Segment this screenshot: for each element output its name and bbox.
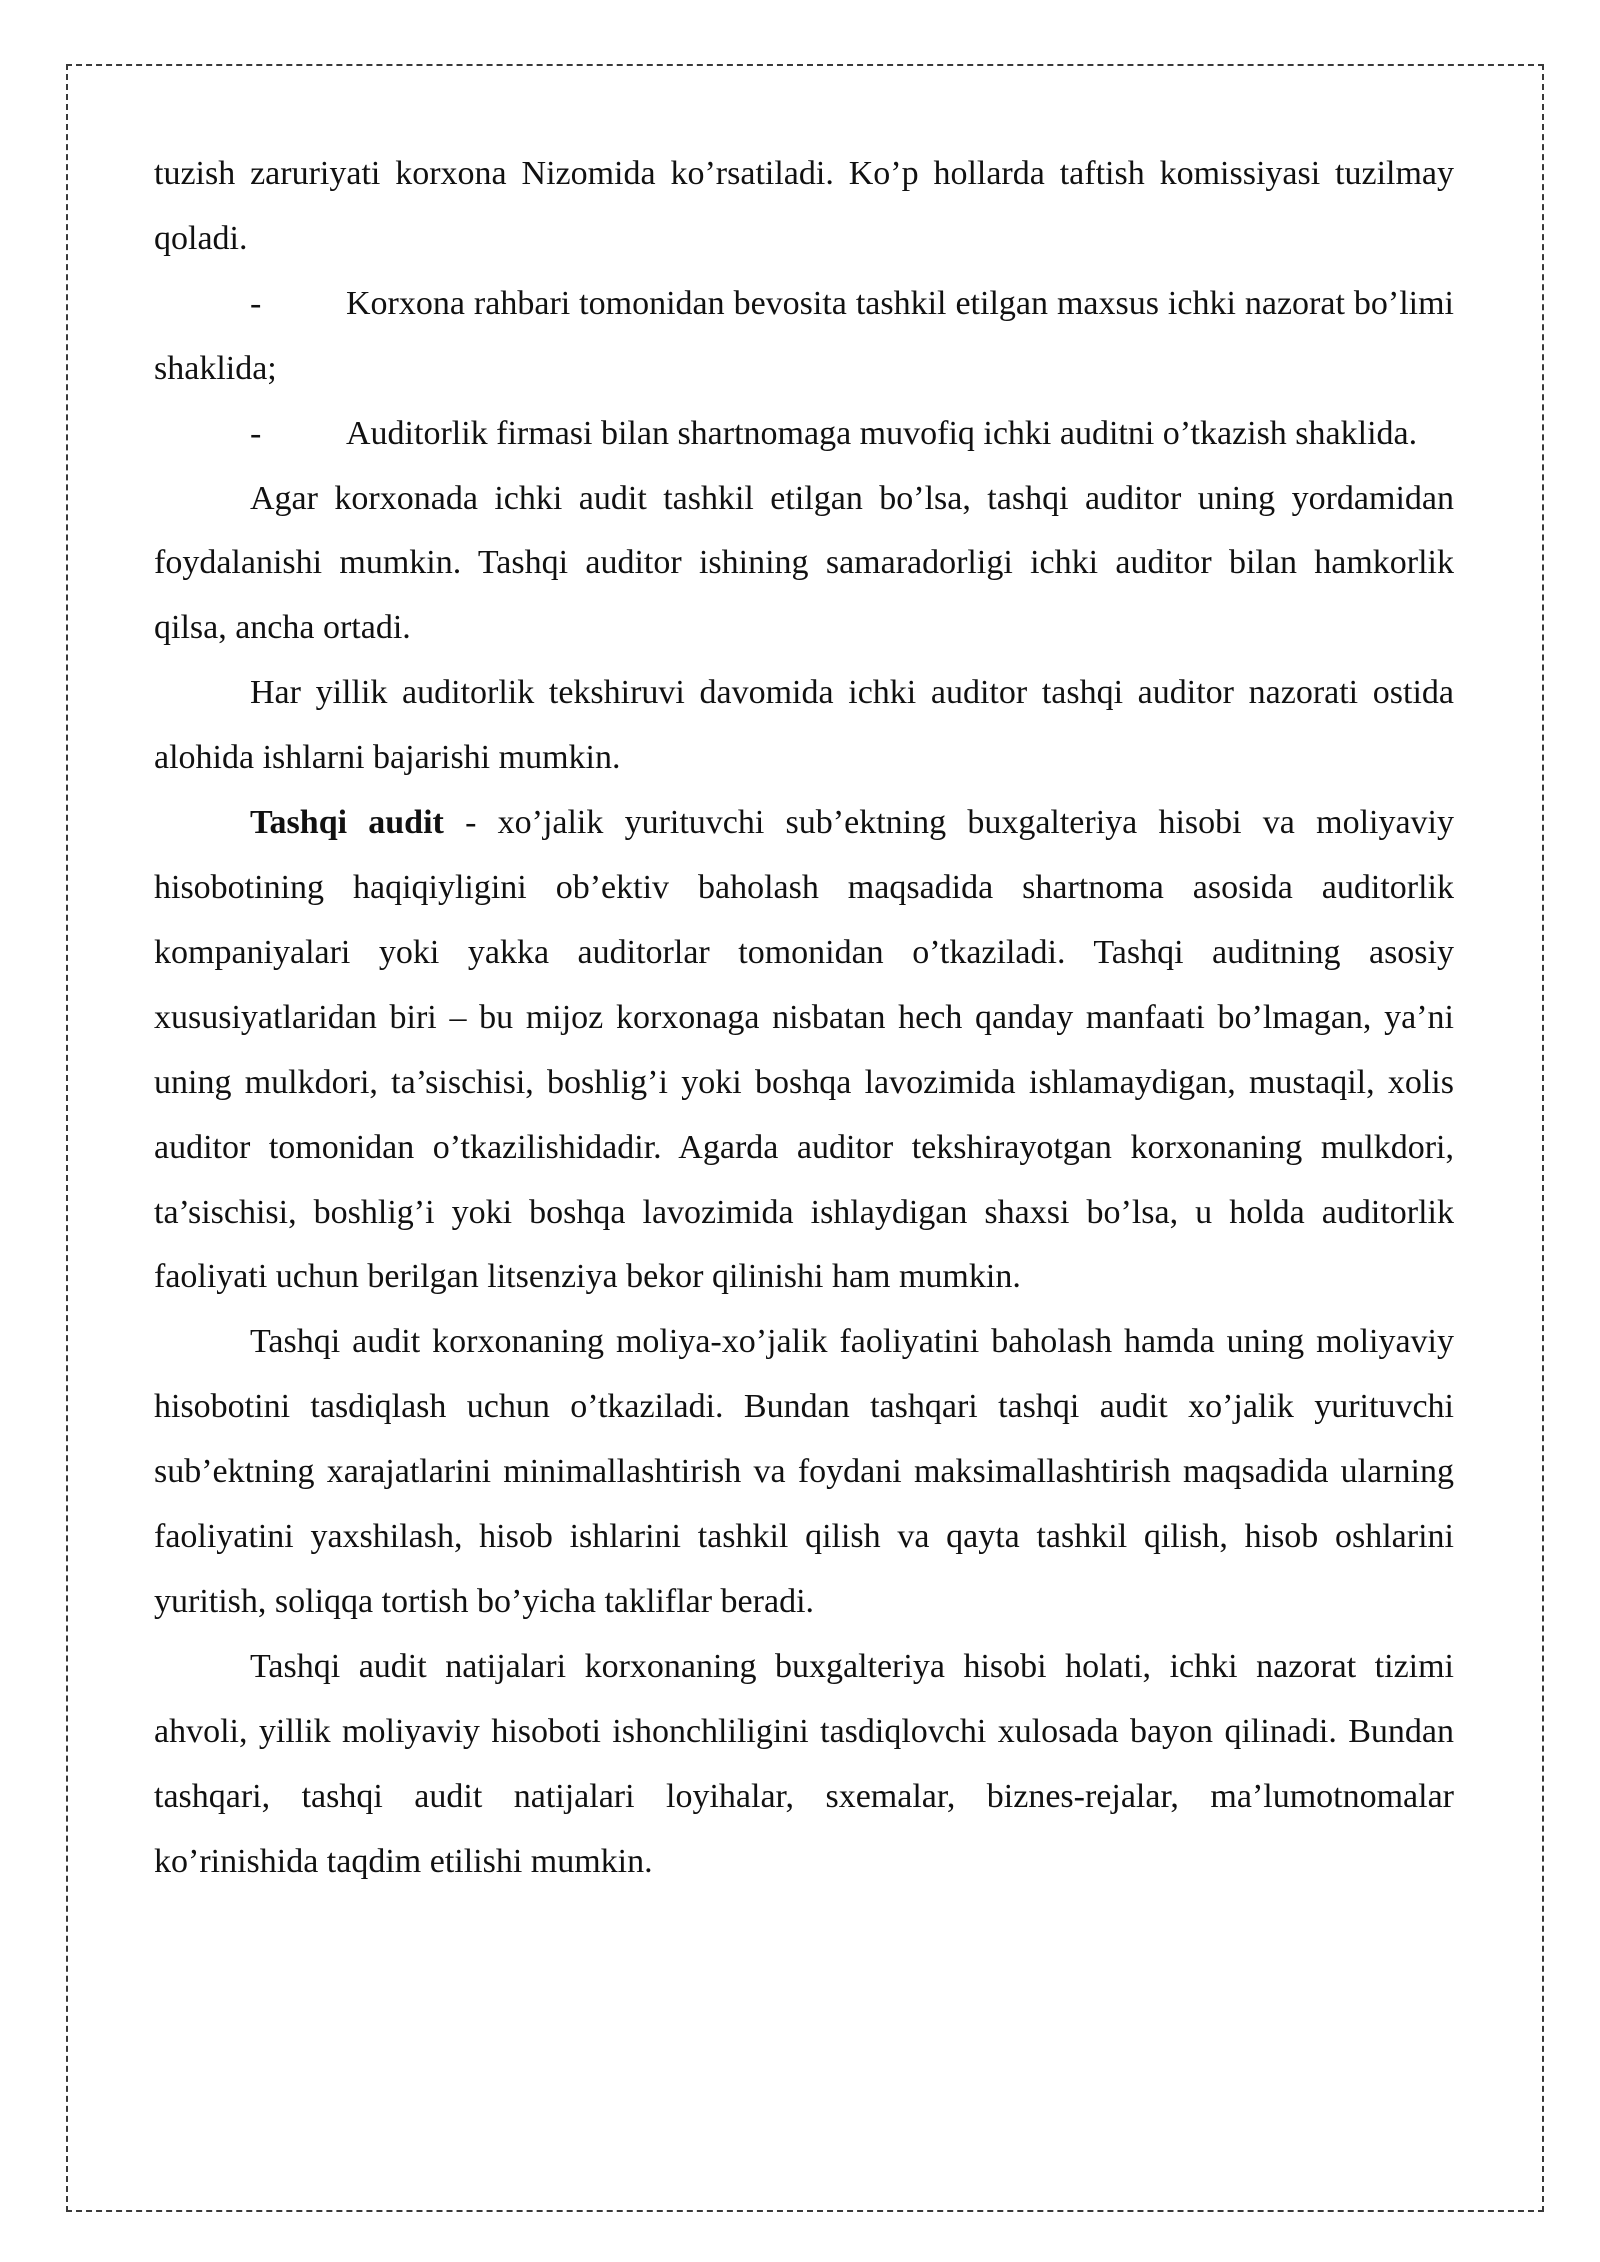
bullet-marker: - (250, 414, 262, 452)
paragraph-text: Agar korxonada ichki audit tashkil etilgan bo’lsa, tashqi auditor uning yordamidan foydalanishi mumkin. Tashqi auditor ishining samaradorligi ichki auditor bilan hamkorlik qilsa, ancha ortadi. (154, 479, 1454, 647)
bullet-item-audit-firm-contract (154, 402, 1454, 467)
paragraph-text: Har yillik auditorlik tekshiruvi davomida ichki auditor tashqi auditor nazorati ostida alohida ishlarni bajarishi mumkin. (154, 674, 1454, 777)
paragraph-continuation (154, 142, 1454, 272)
bullet-text: Auditorlik firmasi bilan shartnomaga muvofiq ichki auditni o’tkazish shaklida. (346, 414, 1418, 452)
bullet-item-internal-control-department (154, 272, 1454, 402)
paragraph-external-audit-results (154, 1635, 1454, 1895)
bullet-marker: - (250, 284, 262, 322)
paragraph-text: - xo’jalik yurituvchi sub’ektning buxgalteriya hisobi va moliyaviy hisobotining haqiqiyligini ob’ektiv baholash maqsadida shartnoma asosida auditorlik kompaniyalari yoki yakka auditorlar tomonidan o’tkaziladi. Tashqi auditning asosiy xususiyatlaridan biri – bu mijoz korxonaga nisbatan hech qanday manfaati bo’lmagan, ya’ni uning mulkdori, ta’sischisi, boshlig’i yoki boshqa lavozimida ishlamaydigan, mustaqil, xolis auditor tomonidan o’tkazilishidadir. Agarda auditor tekshirayotgan korxonaning mulkdori, ta’sischisi, boshlig’i yoki boshqa lavozimida ishlaydigan shaxsi bo’lsa, u holda auditorlik faoliyati uchun berilgan litsenziya bekor qilinishi ham mumkin. (154, 804, 1454, 1296)
paragraph-text: tuzish zaruriyati korxona Nizomida ko’rsatiladi. Ko’p hollarda taftish komissiyasi tuzilmay qoladi. (154, 155, 1454, 257)
bullet-text: Korxona rahbari tomonidan bevosita tashkil etilgan maxsus ichki nazorat bo’limi shaklida; (154, 284, 1454, 387)
paragraph-text: Tashqi audit natijalari korxonaning buxgalteriya hisobi holati, ichki nazorat tizimi ahvoli, yillik moliyaviy hisoboti ishonchliligini tasdiqlovchi xulosada bayon qilinadi. Bundan tashqari, tashqi audit natijalari loyihalar, sxemalar, biznes-rejalar, ma’lumotnomalar ko’rinishida taqdim etilishi mumkin. (154, 1647, 1454, 1880)
defined-term: Tashqi audit (250, 804, 444, 842)
document-body (154, 142, 1454, 1894)
paragraph-text: Tashqi audit korxonaning moliya-xo’jalik faoliyatini baholash hamda uning moliyaviy hisobotini tasdiqlash uchun o’tkaziladi. Bundan tashqari tashqi audit xo’jalik yurituvchi sub’ektning xarajatlarini minimallashtirish va foydani maksimallashtirish maqsadida ularning faoliyatini yaxshilash, hisob ishlarini tashkil qilish va qayta tashkil qilish, hisob oshlarini yuritish, soliqqa tortish bo’yicha takliflar beradi. (154, 1323, 1454, 1620)
paragraph-external-audit-purpose (154, 1310, 1454, 1635)
paragraph-annual-audit (154, 661, 1454, 791)
paragraph-external-audit-definition (154, 791, 1454, 1310)
paragraph-internal-audit-cooperation (154, 467, 1454, 662)
